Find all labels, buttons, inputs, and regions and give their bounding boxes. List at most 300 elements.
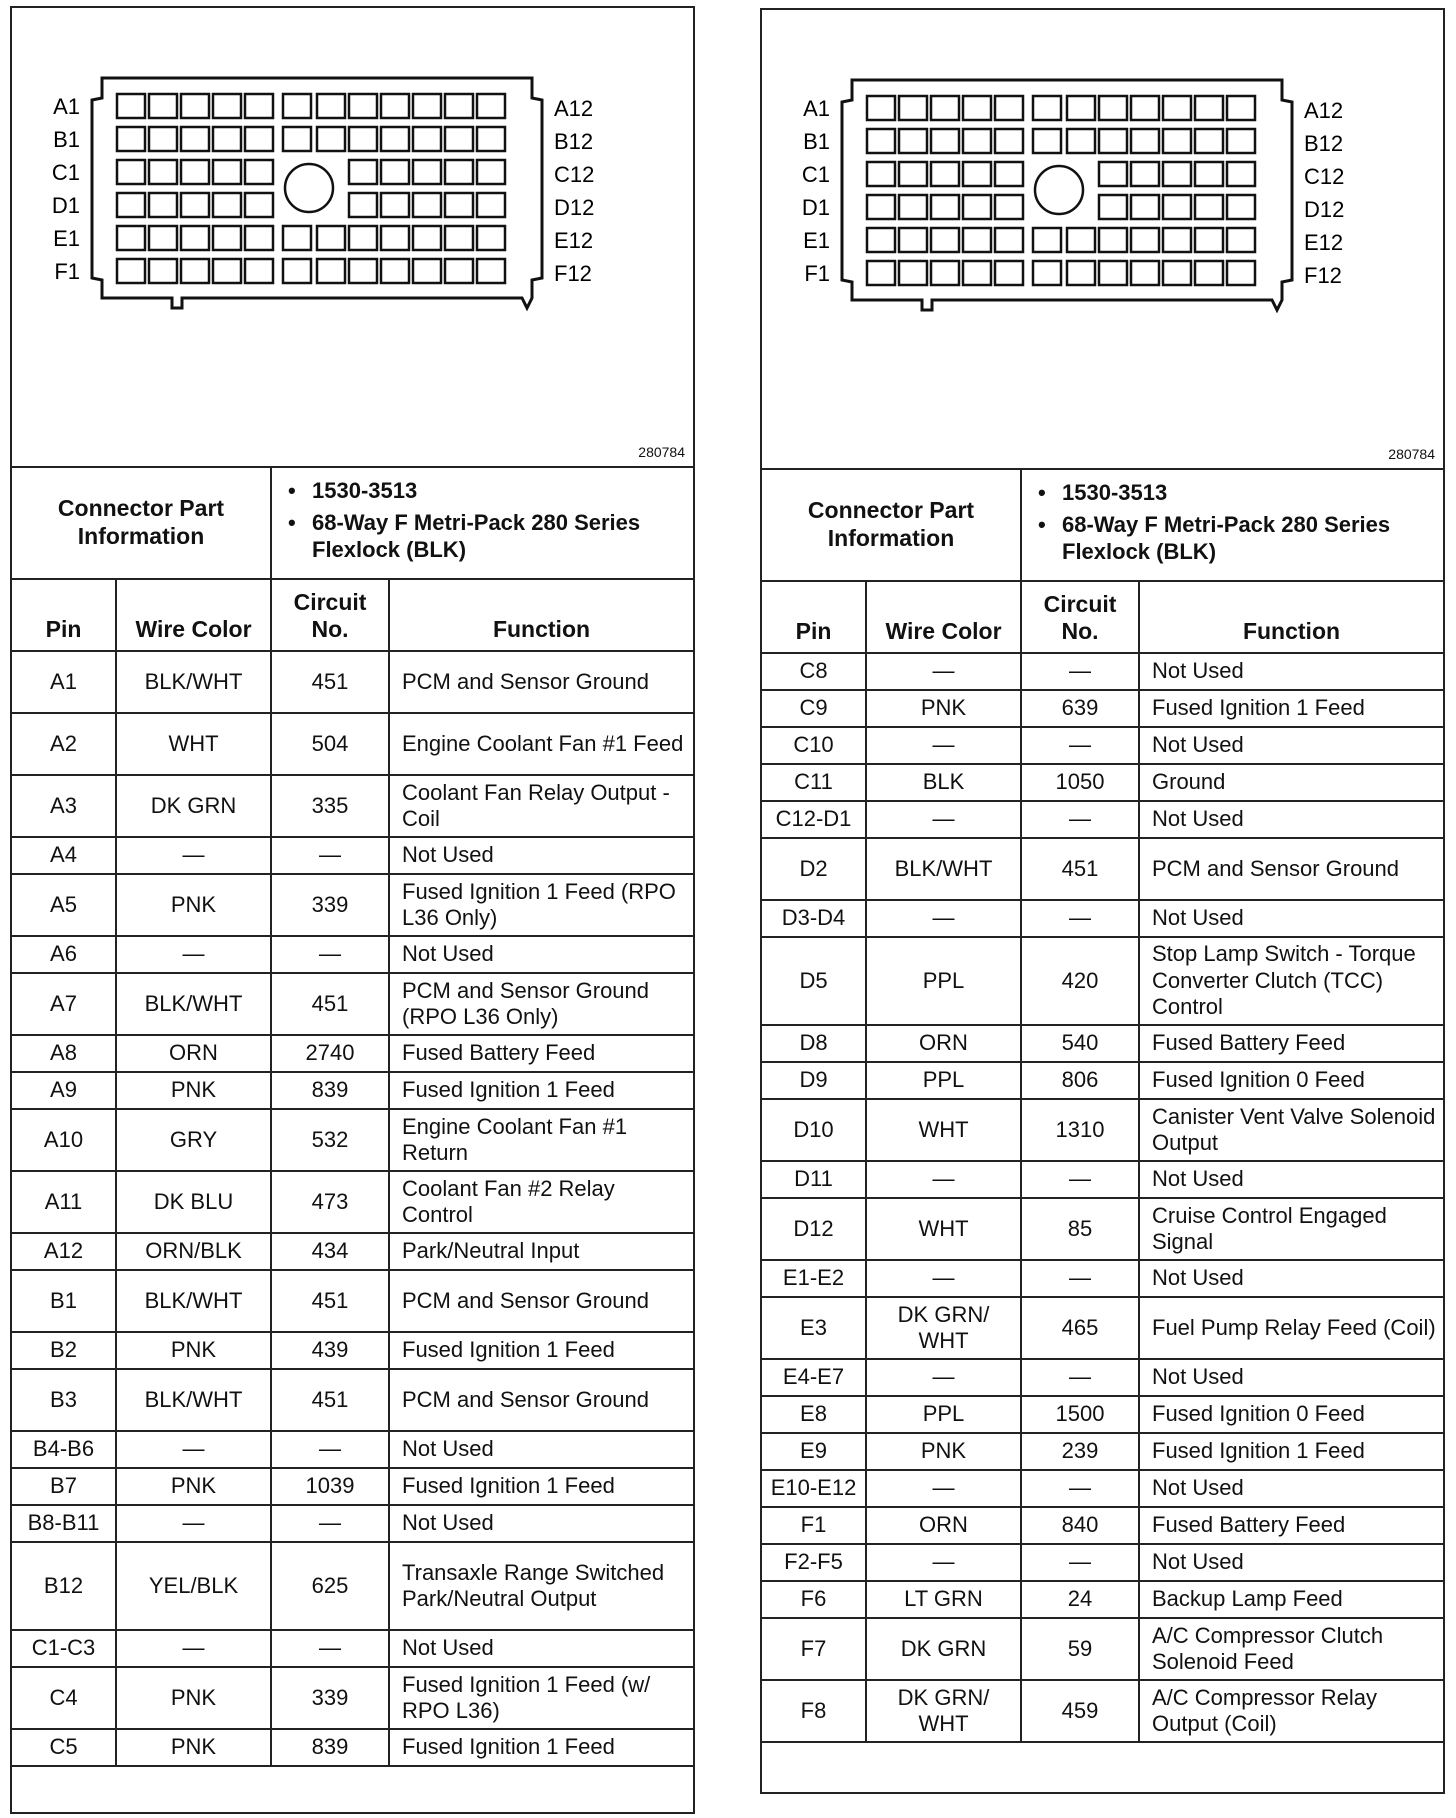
circuit-number-cell: 1500	[1021, 1396, 1139, 1433]
wire-color-cell: ORN	[866, 1025, 1021, 1062]
circuit-number-cell: 1310	[1021, 1099, 1139, 1161]
wire-color-cell: PNK	[116, 1072, 271, 1109]
pin-cavity	[445, 193, 473, 217]
row-label-right: F12	[1304, 263, 1342, 288]
function-cell: Not Used	[1139, 1161, 1443, 1198]
circuit-number-cell: —	[271, 936, 389, 973]
pin-cavity	[1099, 195, 1127, 219]
pin-cavity	[381, 226, 409, 250]
circuit-number-cell: 1039	[271, 1468, 389, 1505]
pin-cavity	[213, 259, 241, 283]
pin-cavity	[381, 160, 409, 184]
table-row	[762, 764, 1443, 801]
row-label-left: E1	[53, 226, 80, 251]
pin-cavity	[1195, 162, 1223, 186]
pin-cavity	[867, 261, 895, 285]
header-wire-color: Wire Color	[866, 582, 1021, 653]
table-row	[762, 1544, 1443, 1581]
pin-cavity	[181, 94, 209, 118]
pin-cavity	[181, 193, 209, 217]
wire-color-cell: PNK	[866, 1433, 1021, 1470]
pin-cavity	[1099, 96, 1127, 120]
row-label-right: A12	[1304, 98, 1344, 123]
wire-color-cell: —	[866, 1544, 1021, 1581]
circuit-number-cell: 420	[1021, 937, 1139, 1025]
table-row	[12, 1505, 693, 1542]
pin-cavity	[899, 228, 927, 252]
pin-cell: E8	[762, 1396, 866, 1433]
table-row	[12, 1035, 693, 1072]
table-row	[12, 1468, 693, 1505]
right-pinout-panel	[760, 8, 1445, 1794]
pin-cavity	[1131, 261, 1159, 285]
pinout-rows-right	[762, 653, 1443, 1742]
pin-cavity	[899, 162, 927, 186]
circuit-number-cell: 239	[1021, 1433, 1139, 1470]
pinout-rows-left	[12, 651, 693, 1766]
function-cell: Fused Battery Feed	[1139, 1025, 1443, 1062]
pin-cavity	[963, 96, 991, 120]
function-cell: Not Used	[389, 1630, 693, 1667]
pin-cavity	[283, 259, 311, 283]
table-row	[12, 1542, 693, 1630]
table-row	[762, 727, 1443, 764]
pin-cavity	[931, 228, 959, 252]
pin-cavity	[963, 162, 991, 186]
circuit-number-cell: 1050	[1021, 764, 1139, 801]
pin-cavity	[899, 195, 927, 219]
connector-face-drawing	[762, 10, 1443, 466]
pin-cavity	[445, 94, 473, 118]
pin-cell: C10	[762, 727, 866, 764]
diagram-reference-number: 280784	[1388, 446, 1435, 462]
row-label-right: D12	[1304, 197, 1345, 222]
pin-cavity	[213, 160, 241, 184]
pin-cavity	[245, 127, 273, 151]
wire-color-cell: BLK	[866, 764, 1021, 801]
pin-cavity	[245, 193, 273, 217]
pin-cavity	[413, 193, 441, 217]
pin-cell: A3	[12, 775, 116, 837]
row-label-left: F1	[804, 261, 830, 286]
function-cell: Fuel Pump Relay Feed (Coil)	[1139, 1297, 1443, 1359]
pin-cavity	[1227, 195, 1255, 219]
table-row	[12, 713, 693, 775]
connector-description: 68-Way F Metri-Pack 280 Series Flexlock (BLK)	[1062, 512, 1391, 564]
pin-cavity	[899, 261, 927, 285]
pin-cell: A4	[12, 837, 116, 874]
circuit-number-cell: 540	[1021, 1025, 1139, 1062]
pin-cell: E1-E2	[762, 1260, 866, 1297]
pin-cavity	[931, 129, 959, 153]
pin-cavity	[995, 129, 1023, 153]
pin-cavity	[963, 261, 991, 285]
row-label-left: F1	[54, 259, 80, 284]
pin-cavity	[213, 226, 241, 250]
wire-color-cell: BLK/WHT	[116, 651, 271, 713]
function-cell: Cruise Control Engaged Signal	[1139, 1198, 1443, 1260]
wire-color-cell: DK GRN	[866, 1618, 1021, 1680]
circuit-number-cell: —	[271, 1431, 389, 1468]
pin-cavity	[349, 127, 377, 151]
row-label-right: E12	[554, 228, 594, 253]
row-label-left: B1	[803, 129, 830, 154]
header-circuit-no: Circuit No.	[1021, 582, 1139, 653]
function-cell: Not Used	[389, 1431, 693, 1468]
pin-cavity	[381, 259, 409, 283]
pin-cavity	[181, 160, 209, 184]
wire-color-cell: —	[866, 1260, 1021, 1297]
pin-cavity	[445, 226, 473, 250]
pin-cavity	[245, 160, 273, 184]
pin-cell: A12	[12, 1233, 116, 1270]
function-cell: Engine Coolant Fan #1 Return	[389, 1109, 693, 1171]
table-row	[12, 874, 693, 936]
circuit-number-cell: —	[1021, 1359, 1139, 1396]
pin-cavity	[1067, 228, 1095, 252]
pinout-table-left	[12, 580, 693, 1767]
function-cell: Not Used	[1139, 1359, 1443, 1396]
table-row	[762, 838, 1443, 900]
wire-color-cell: BLK/WHT	[116, 1369, 271, 1431]
function-cell: Fused Ignition 1 Feed	[389, 1332, 693, 1369]
part-number: 1530-3513	[312, 478, 418, 503]
table-row	[762, 1025, 1443, 1062]
pin-cavity	[149, 94, 177, 118]
pin-cavity	[1227, 129, 1255, 153]
function-cell: Fused Ignition 1 Feed	[1139, 1433, 1443, 1470]
pin-cavity	[995, 261, 1023, 285]
pin-cavity	[349, 94, 377, 118]
pin-cell: A1	[12, 651, 116, 713]
header-function: Function	[389, 580, 693, 651]
function-cell: Coolant Fan #2 Relay Control	[389, 1171, 693, 1233]
pin-cavity	[245, 226, 273, 250]
pin-cavity	[245, 94, 273, 118]
pin-cavity	[1067, 129, 1095, 153]
connector-info-bullets	[1022, 470, 1443, 580]
center-bolt-hole	[285, 164, 333, 212]
row-label-right: B12	[1304, 131, 1344, 156]
connector-info-label: Connector Part Information	[12, 468, 272, 578]
table-row	[12, 1332, 693, 1369]
circuit-number-cell: —	[1021, 900, 1139, 937]
table-row	[762, 1297, 1443, 1359]
function-cell: Not Used	[1139, 900, 1443, 937]
wire-color-cell: —	[866, 801, 1021, 838]
function-cell: Fused Ignition 1 Feed	[1139, 690, 1443, 727]
function-cell: PCM and Sensor Ground	[389, 1270, 693, 1332]
circuit-number-cell: —	[271, 1630, 389, 1667]
wire-color-cell: YEL/BLK	[116, 1542, 271, 1630]
function-cell: Backup Lamp Feed	[1139, 1581, 1443, 1618]
pin-cavity	[149, 259, 177, 283]
row-label-right: A12	[554, 96, 594, 121]
function-cell: Fused Ignition 0 Feed	[1139, 1062, 1443, 1099]
circuit-number-cell: 459	[1021, 1680, 1139, 1742]
wire-color-cell: PNK	[116, 1468, 271, 1505]
pin-cavity	[117, 226, 145, 250]
wire-color-cell: BLK/WHT	[866, 838, 1021, 900]
pin-cell: A2	[12, 713, 116, 775]
row-label-left: E1	[803, 228, 830, 253]
table-header-row	[762, 582, 1443, 653]
connector-diagram-left	[12, 8, 693, 468]
function-cell: Not Used	[389, 1505, 693, 1542]
pin-cell: A10	[12, 1109, 116, 1171]
pin-cell: F8	[762, 1680, 866, 1742]
pin-cavity	[1131, 129, 1159, 153]
pin-cell: A11	[12, 1171, 116, 1233]
pin-cavity	[1163, 261, 1191, 285]
pin-cavity	[995, 96, 1023, 120]
wire-color-cell: BLK/WHT	[116, 973, 271, 1035]
circuit-number-cell: 335	[271, 775, 389, 837]
pin-cavity	[181, 259, 209, 283]
pin-cavity	[1227, 162, 1255, 186]
pin-cavity	[1099, 228, 1127, 252]
function-cell: A/C Compressor Clutch Solenoid Feed	[1139, 1618, 1443, 1680]
pin-cavity	[117, 94, 145, 118]
pin-cell: B12	[12, 1542, 116, 1630]
pin-cavity	[1131, 96, 1159, 120]
pin-cell: D10	[762, 1099, 866, 1161]
table-row	[762, 1507, 1443, 1544]
function-cell: Not Used	[1139, 1260, 1443, 1297]
table-row	[762, 690, 1443, 727]
table-row	[762, 937, 1443, 1025]
function-cell: Fused Battery Feed	[1139, 1507, 1443, 1544]
row-label-left: A1	[803, 96, 830, 121]
function-cell: Not Used	[1139, 1470, 1443, 1507]
row-label-right: B12	[554, 129, 594, 154]
function-cell: PCM and Sensor Ground	[1139, 838, 1443, 900]
circuit-number-cell: 840	[1021, 1507, 1139, 1544]
wire-color-cell: —	[866, 1470, 1021, 1507]
table-row	[762, 1581, 1443, 1618]
pin-cavity	[213, 94, 241, 118]
pin-cavity	[931, 261, 959, 285]
pin-cavity	[181, 127, 209, 151]
pin-cavity	[349, 193, 377, 217]
table-row	[12, 1270, 693, 1332]
circuit-number-cell: 85	[1021, 1198, 1139, 1260]
pinout-table-right	[762, 582, 1443, 1743]
pin-cavity	[149, 127, 177, 151]
table-row	[12, 1630, 693, 1667]
pin-cavity	[1067, 261, 1095, 285]
function-cell: Engine Coolant Fan #1 Feed	[389, 713, 693, 775]
circuit-number-cell: 451	[271, 1270, 389, 1332]
table-row	[762, 1260, 1443, 1297]
circuit-number-cell: —	[1021, 727, 1139, 764]
pin-cavity	[899, 129, 927, 153]
circuit-number-cell: 24	[1021, 1581, 1139, 1618]
pin-cavity	[1033, 129, 1061, 153]
function-cell: Fused Ignition 1 Feed	[389, 1468, 693, 1505]
connector-face-drawing	[12, 8, 693, 464]
connector-description: 68-Way F Metri-Pack 280 Series Flexlock (BLK)	[312, 510, 641, 562]
row-label-right: C12	[1304, 164, 1345, 189]
pin-cavity	[413, 226, 441, 250]
pin-cell: F6	[762, 1581, 866, 1618]
wire-color-cell: WHT	[866, 1198, 1021, 1260]
table-row	[12, 936, 693, 973]
pin-cavity	[1195, 129, 1223, 153]
pin-cavity	[1163, 195, 1191, 219]
circuit-number-cell: 839	[271, 1072, 389, 1109]
table-row	[762, 653, 1443, 690]
pin-cavity	[477, 259, 505, 283]
table-row	[762, 900, 1443, 937]
function-cell: Fused Battery Feed	[389, 1035, 693, 1072]
pin-cavity	[317, 259, 345, 283]
function-cell: Park/Neutral Input	[389, 1233, 693, 1270]
function-cell: Fused Ignition 1 Feed (RPO L36 Only)	[389, 874, 693, 936]
pin-cavity	[1067, 96, 1095, 120]
pin-cavity	[1163, 162, 1191, 186]
pin-cavity	[995, 195, 1023, 219]
pin-cavity	[381, 127, 409, 151]
function-cell: PCM and Sensor Ground	[389, 1369, 693, 1431]
pin-cell: F2-F5	[762, 1544, 866, 1581]
pin-cell: A7	[12, 973, 116, 1035]
pin-cell: E4-E7	[762, 1359, 866, 1396]
table-row	[762, 1618, 1443, 1680]
function-cell: Not Used	[389, 936, 693, 973]
row-label-left: A1	[53, 94, 80, 119]
pin-cavity	[381, 94, 409, 118]
pin-cavity	[995, 162, 1023, 186]
circuit-number-cell: 451	[271, 973, 389, 1035]
pin-cavity	[477, 193, 505, 217]
wire-color-cell: PPL	[866, 1062, 1021, 1099]
wire-color-cell: WHT	[116, 713, 271, 775]
pin-cavity	[931, 96, 959, 120]
pin-cell: A6	[12, 936, 116, 973]
pin-cell: A8	[12, 1035, 116, 1072]
circuit-number-cell: —	[1021, 653, 1139, 690]
table-row	[762, 1359, 1443, 1396]
row-label-left: C1	[801, 162, 830, 187]
row-label-right: C12	[554, 162, 595, 187]
part-number-bullet: • 1530-3513	[288, 478, 418, 503]
function-cell: Fused Ignition 1 Feed (w/ RPO L36)	[389, 1667, 693, 1729]
pin-cavity	[1131, 195, 1159, 219]
pin-cell: C4	[12, 1667, 116, 1729]
pin-cavity	[117, 193, 145, 217]
pin-cell: C5	[12, 1729, 116, 1766]
wire-color-cell: —	[116, 1505, 271, 1542]
circuit-number-cell: 439	[271, 1332, 389, 1369]
function-cell: Fused Ignition 1 Feed	[389, 1072, 693, 1109]
wire-color-cell: BLK/WHT	[116, 1270, 271, 1332]
function-cell: Transaxle Range Switched Park/Neutral Output	[389, 1542, 693, 1630]
pin-cell: B7	[12, 1468, 116, 1505]
pin-cavity	[867, 96, 895, 120]
description-bullet: • 68-Way F Metri-Pack 280 Series Flexlock (BLK)	[1038, 512, 1427, 565]
pin-cavity	[283, 94, 311, 118]
circuit-number-cell: 339	[271, 874, 389, 936]
pin-cavity	[245, 259, 273, 283]
pin-cavity	[149, 193, 177, 217]
pin-cavity	[1195, 261, 1223, 285]
pin-cavity	[963, 228, 991, 252]
table-row	[762, 1161, 1443, 1198]
pin-cell: C8	[762, 653, 866, 690]
circuit-number-cell: —	[271, 1505, 389, 1542]
connector-info-label: Connector Part Information	[762, 470, 1022, 580]
function-cell: PCM and Sensor Ground	[389, 651, 693, 713]
wire-color-cell: WHT	[866, 1099, 1021, 1161]
pin-cavity	[1033, 261, 1061, 285]
table-row	[12, 1431, 693, 1468]
pin-cavity	[149, 160, 177, 184]
function-cell: Not Used	[1139, 801, 1443, 838]
pin-cavity	[413, 94, 441, 118]
function-cell: Not Used	[1139, 653, 1443, 690]
wire-color-cell: PPL	[866, 1396, 1021, 1433]
function-cell: Stop Lamp Switch - Torque Converter Clutch (TCC) Control	[1139, 937, 1443, 1025]
pin-cell: F7	[762, 1618, 866, 1680]
pin-cavity	[317, 94, 345, 118]
pin-cavity	[899, 96, 927, 120]
table-row	[12, 837, 693, 874]
pin-cavity	[867, 228, 895, 252]
wire-color-cell: DK GRN/ WHT	[866, 1680, 1021, 1742]
wire-color-cell: —	[116, 837, 271, 874]
part-number: 1530-3513	[1062, 480, 1168, 505]
pin-cavity	[117, 160, 145, 184]
table-row	[762, 1198, 1443, 1260]
diagram-reference-number: 280784	[638, 444, 685, 460]
table-row	[762, 1680, 1443, 1742]
pin-cell: A5	[12, 874, 116, 936]
pin-cavity	[867, 129, 895, 153]
pin-cell: E10-E12	[762, 1470, 866, 1507]
row-label-right: E12	[1304, 230, 1344, 255]
circuit-number-cell: 473	[271, 1171, 389, 1233]
wire-color-cell: —	[866, 1359, 1021, 1396]
pin-cell: F1	[762, 1507, 866, 1544]
pin-cell: B8-B11	[12, 1505, 116, 1542]
wire-color-cell: —	[866, 653, 1021, 690]
wire-color-cell: DK BLU	[116, 1171, 271, 1233]
wire-color-cell: ORN	[866, 1507, 1021, 1544]
pin-cavity	[413, 127, 441, 151]
table-row	[762, 1396, 1443, 1433]
part-number-bullet: • 1530-3513	[1038, 480, 1168, 505]
pin-cavity	[381, 193, 409, 217]
pin-cell: C12-D1	[762, 801, 866, 838]
function-cell: Not Used	[389, 837, 693, 874]
connector-part-info	[12, 468, 693, 580]
wire-color-cell: PPL	[866, 937, 1021, 1025]
pin-cavity	[477, 160, 505, 184]
pin-cell: B3	[12, 1369, 116, 1431]
pin-cavity	[1131, 162, 1159, 186]
table-row	[12, 1729, 693, 1766]
pin-cavity	[445, 160, 473, 184]
table-row	[12, 973, 693, 1035]
pin-cell: D3-D4	[762, 900, 866, 937]
pin-cavity	[995, 228, 1023, 252]
pin-cell: D2	[762, 838, 866, 900]
pin-cavity	[1227, 261, 1255, 285]
row-label-right: F12	[554, 261, 592, 286]
header-function: Function	[1139, 582, 1443, 653]
circuit-number-cell: —	[1021, 1470, 1139, 1507]
